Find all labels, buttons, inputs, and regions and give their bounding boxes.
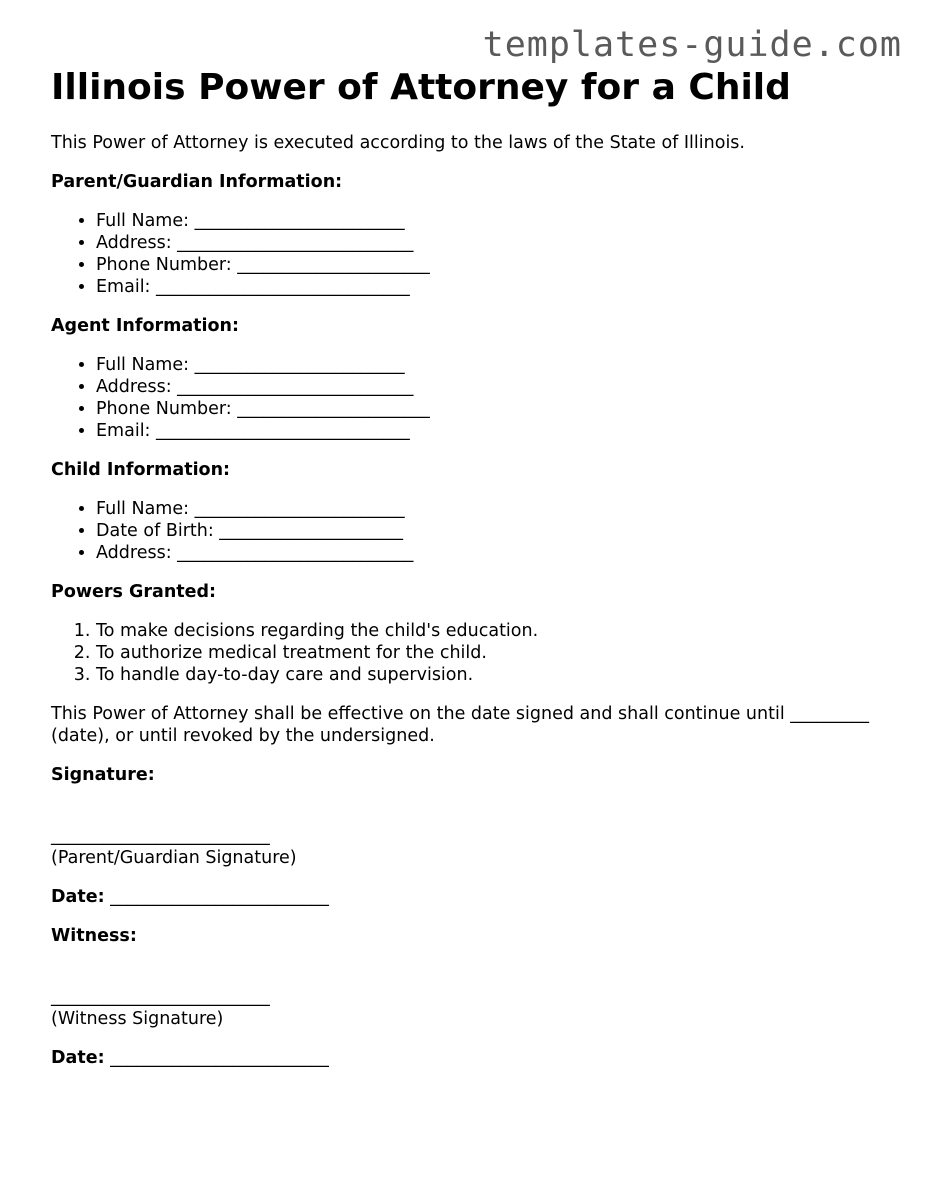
agent-full-name-field: • Full Name: ________________________ [96, 354, 881, 376]
agent-phone-field: • Phone Number: ______________________ [96, 398, 881, 420]
power-item: 2. To authorize medical treatment for the child. [96, 642, 881, 664]
watermark: templates-guide.com [482, 25, 902, 65]
power-item: 1. To make decisions regarding the child's education. [96, 620, 881, 642]
parent-phone-field: • Phone Number: ______________________ [96, 254, 881, 276]
agent-info-heading: Agent Information: [51, 316, 239, 336]
agent-address-field: • Address: ___________________________ [96, 376, 881, 398]
parent-signature-block [51, 803, 881, 869]
intro-text: This Power of Attorney is executed according to the laws of the State of Illinois. [51, 133, 745, 153]
witness-signature-line: _________________________ [51, 987, 270, 1007]
child-full-name-field: • Full Name: ________________________ [96, 498, 881, 520]
witness-date-field [51, 1047, 881, 1069]
agent-info-list [51, 354, 881, 442]
parent-email-field: • Email: _____________________________ [96, 276, 881, 298]
parent-info-list [51, 210, 881, 298]
power-item: 3. To handle day-to-day care and supervision. [96, 664, 881, 686]
witness-signature-block [51, 964, 881, 1030]
agent-email-field: • Email: _____________________________ [96, 420, 881, 442]
signature-heading: Signature: [51, 765, 155, 785]
document-title: Illinois Power of Attorney for a Child [51, 67, 791, 108]
child-info-heading: Child Information: [51, 460, 231, 480]
witness-date-line: _________________________ [110, 1048, 329, 1068]
parent-date-field [51, 886, 881, 908]
parent-signature-line: _________________________ [51, 826, 270, 846]
parent-date-label: Date: [51, 887, 105, 907]
parent-full-name-field: • Full Name: ________________________ [96, 210, 881, 232]
document [51, 64, 881, 1086]
child-info-list [51, 498, 881, 564]
powers-list [51, 620, 881, 686]
child-address-field: • Address: ___________________________ [96, 542, 881, 564]
witness-heading: Witness: [51, 926, 137, 946]
parent-info-heading: Parent/Guardian Information: [51, 172, 343, 192]
parent-address-field: • Address: ___________________________ [96, 232, 881, 254]
parent-date-line: _________________________ [110, 887, 329, 907]
powers-heading: Powers Granted: [51, 582, 217, 602]
parent-signature-caption: (Parent/Guardian Signature) [51, 848, 297, 868]
child-dob-field: • Date of Birth: _____________________ [96, 520, 881, 542]
effective-text: This Power of Attorney shall be effective on the date signed and shall continue until _________ (date), or until revoked by the undersigned. [51, 704, 869, 746]
witness-signature-caption: (Witness Signature) [51, 1009, 224, 1029]
witness-date-label: Date: [51, 1048, 105, 1068]
